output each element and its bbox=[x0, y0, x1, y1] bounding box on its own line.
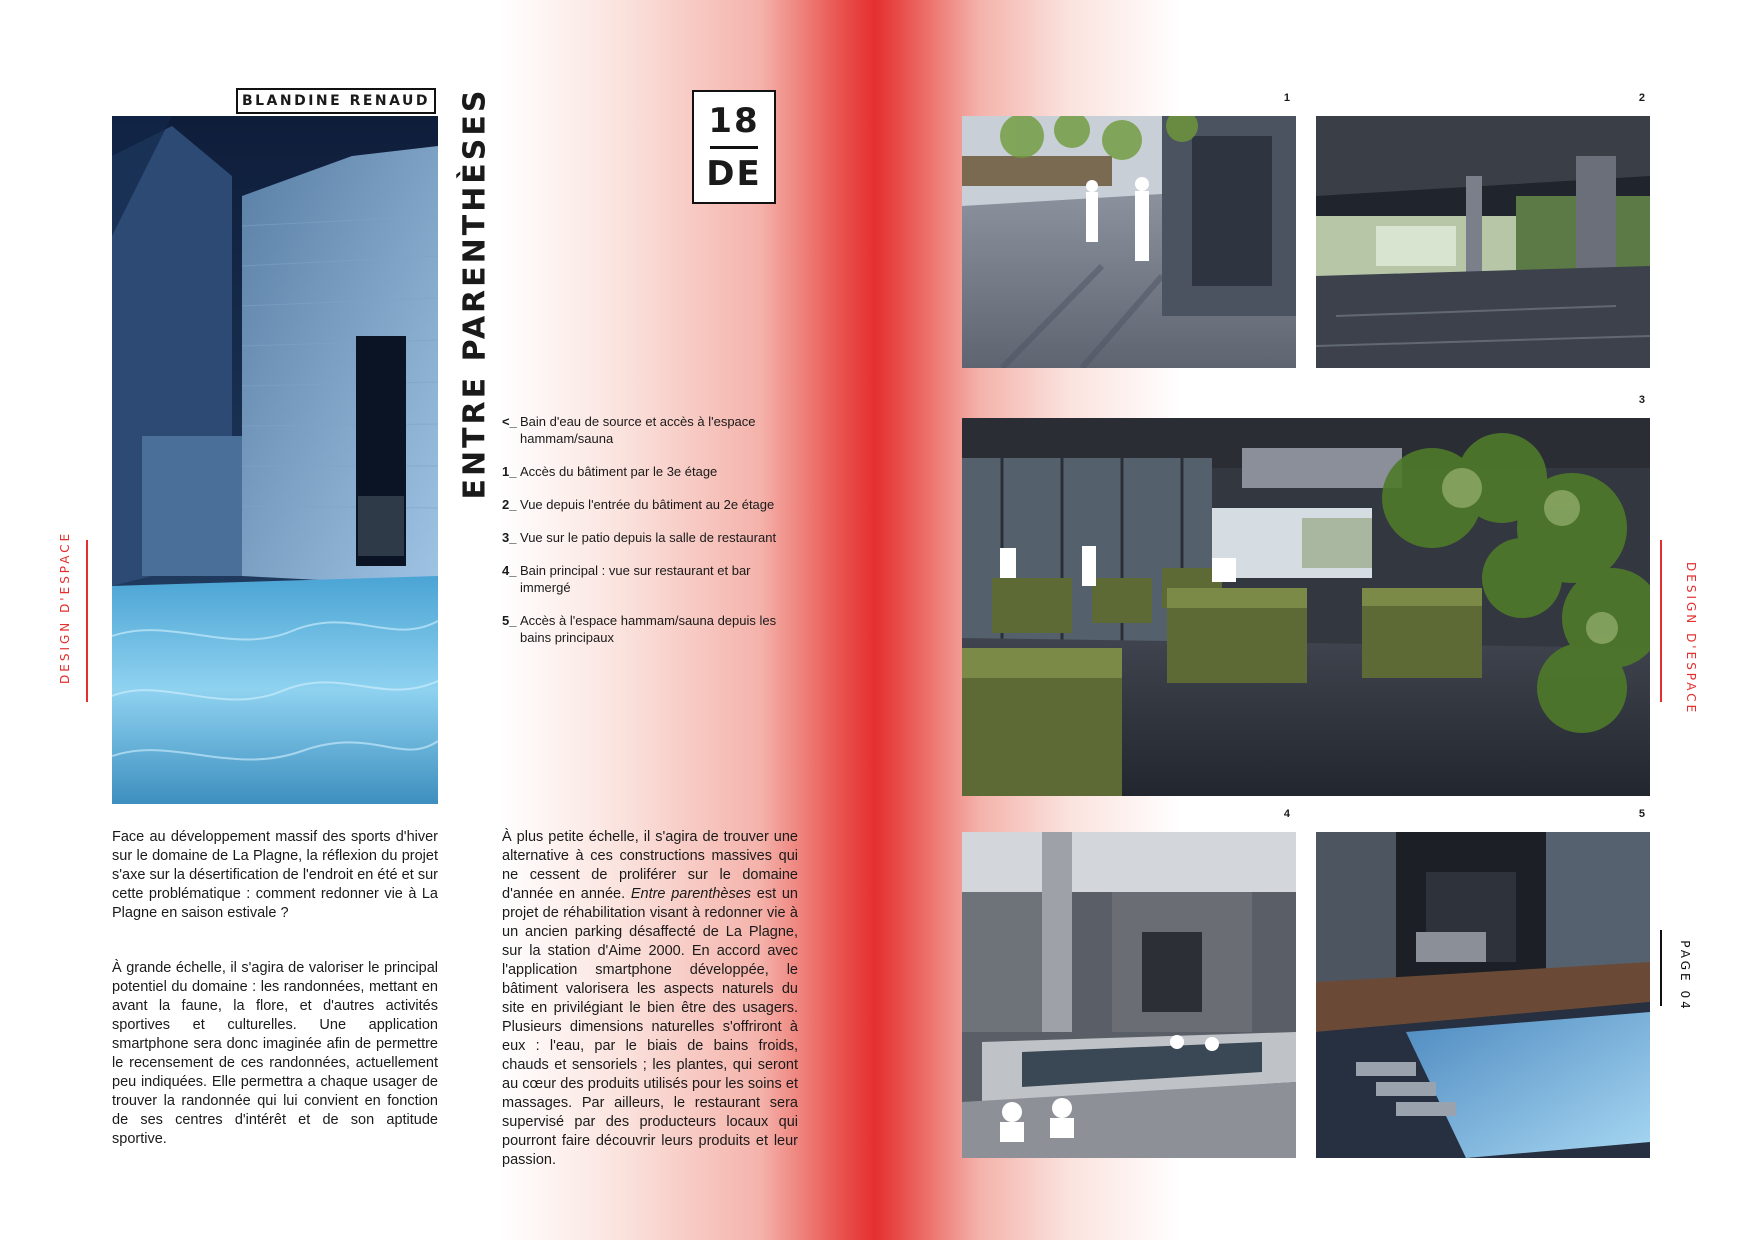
photo-captions bbox=[502, 413, 802, 662]
photo-label: 1 bbox=[1283, 92, 1290, 104]
photo-label: 4 bbox=[1283, 808, 1290, 820]
caption-item: 5_ Accès à l'espace hammam/sauna depuis les bains principaux bbox=[502, 613, 777, 645]
photo-3-restaurant bbox=[962, 418, 1650, 796]
issue-number: 18 bbox=[708, 101, 760, 141]
issue-number-box bbox=[692, 90, 776, 204]
page-rule bbox=[1660, 930, 1662, 1006]
caption-item: 4_ Bain principal : vue sur restaurant et bar immergé bbox=[502, 563, 751, 595]
section-label-left: DESIGN D'ESPACE bbox=[58, 530, 72, 684]
body-column-1 bbox=[112, 828, 438, 1149]
photo-label: 2 bbox=[1638, 92, 1645, 104]
photo-1-entrance bbox=[962, 116, 1296, 368]
side-rule-left bbox=[86, 540, 88, 702]
caption-item: 1_ Accès du bâtiment par le 3e étage bbox=[502, 464, 718, 479]
photo-2-lobby bbox=[1316, 116, 1650, 368]
issue-divider bbox=[710, 146, 758, 149]
author-name: BLANDINE RENAUD bbox=[236, 88, 436, 114]
caption-item: 2_ Vue depuis l'entrée du bâtiment au 2e étage bbox=[502, 497, 775, 512]
paragraph: À grande échelle, il s'agira de valoriser le principal potentiel du domaine : les randonnées, mettant en avant la faune, la flore, et d'autres activités sportives et culturelles. Une application smartphone sera donc imaginée afin de permettre le recensement de ces randonnées, actuellement peu indiquées. Elle permettra a chaque usager de trouver la randonnée qui lui convient en fonction de ses centres d'intérêt et de son aptitude sportive. bbox=[112, 960, 438, 1147]
photo-label: 3 bbox=[1638, 394, 1645, 406]
photo-5-hammam-access bbox=[1316, 832, 1650, 1158]
photo-4-main-bath bbox=[962, 832, 1296, 1158]
issue-suffix: DE bbox=[706, 154, 762, 194]
hero-render-image bbox=[112, 116, 438, 804]
caption-item: 3_ Vue sur le patio depuis la salle de restaurant bbox=[502, 530, 777, 545]
photo-label: 5 bbox=[1638, 808, 1645, 820]
body-column-2 bbox=[502, 828, 798, 1170]
paragraph: Face au développement massif des sports d'hiver sur le domaine de La Plagne, la réflexion du projet s'axe sur la désertification de l'endroit en été et sur cette problématique : comment redonner vie à La Plagne en saison estivale ? bbox=[112, 829, 438, 921]
paragraph: À plus petite échelle, il s'agira de trouver une alternative à ces constructions massives qui ne cessent de proliférer sur le domaine d'année en année. Entre parenthèses est un projet de réhabilitation visant à redonner vie à un ancien parking désaffecté de La Plagne, sur la station d'Aime 2000. En accord avec l'application smartphone développée, le bâtiment valorisera les aspects naturels du site en privilégiant le bien être des usagers. Plusieurs dimensions naturelles s'offriront à eux : l'eau, par le biais de bains froids, chauds et sensoriels ; les plantes, qui seront au cœur des produits utilisés pour les soins et massages. Par ailleurs, le restaurant sera supervisé par des producteurs locaux qui pourront faire découvrir leurs produits et leur passion. bbox=[502, 829, 798, 1168]
page-number: PAGE 04 bbox=[1678, 940, 1692, 1012]
caption-item: <_ Bain d'eau de source et accès à l'espace hammam/sauna bbox=[502, 414, 756, 446]
section-label-right: DESIGN D'ESPACE bbox=[1684, 562, 1698, 716]
side-rule-right bbox=[1660, 540, 1662, 702]
article-title: ENTRE PARENTHÈSES bbox=[457, 86, 493, 500]
